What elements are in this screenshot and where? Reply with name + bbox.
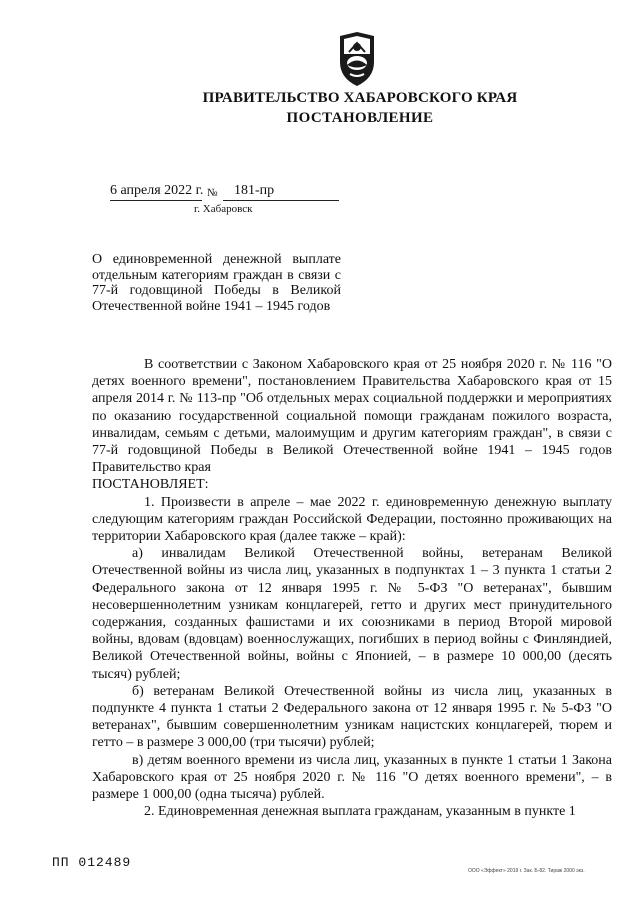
subparagraph-1b: б) ветеранам Великой Отечественной войны из числа лиц, указанных в подпункте 4 пункта 1 статьи 2 Федерального закона от 12 января 1995 г. № 5-ФЗ "О ветеранах", бывшим совершеннолетним узникам нацистских концлагерей, тюрем и гетто – в размере 3 000,00 (три тысячи) рублей; xyxy=(92,683,612,751)
coat-of-arms-icon xyxy=(334,30,380,88)
document-subject: О единовременной денежной выплате отдельным категориям граждан в связи с 77-й годовщиной Победы в Великой Отечественной войне 1941 – 1945 годов xyxy=(92,252,341,314)
paragraph-2: 2. Единовременная денежная выплата гражданам, указанным в пункте 1 xyxy=(144,804,576,820)
document-date: 6 апреля 2022 г. xyxy=(110,183,204,198)
subparagraph-1c: в) детям военного времени из числа лиц, указанных в пункте 1 статьи 1 Закона Хабаровского края от 25 ноября 2020 г. № 116 "О детях военного времени", – в размере 1 000,00 (одна тысяча) рублей. xyxy=(92,752,612,803)
date-underline xyxy=(110,200,202,201)
number-sign: № xyxy=(207,187,218,199)
document-type-title: ПОСТАНОВЛЕНИЕ xyxy=(286,110,434,126)
document-body xyxy=(92,356,612,820)
organization-title: ПРАВИТЕЛЬСТВО ХАБАРОВСКОГО КРАЯ xyxy=(202,90,518,106)
document-serial-code: ПП 012489 xyxy=(52,855,132,870)
decree-word: ПОСТАНОВЛЯЕТ: xyxy=(92,477,209,493)
document-number: 181-пр xyxy=(234,183,275,198)
printer-imprint: ООО «Эффект» 2019 г. Зак. Б-82. Тираж 2000 экз. xyxy=(468,868,585,874)
document-city: г. Хабаровск xyxy=(194,203,253,215)
subparagraph-1a: а) инвалидам Великой Отечественной войны, ветеранам Великой Отечественной войны из числа лиц, указанных в подпунктах 1 – 3 пункта 1 статьи 2 Федерального закона от 12 января 1995 г. № 5-ФЗ "О ветеранах", бывшим несовершеннолетним узникам концлагерей, гетто и других мест принудительного содержания, созданных фашистами и их союзниками в период Второй мировой войны, вдовам (вдовцам) военнослужащих, погибших в период войны с Финляндией, Великой Отечественной войны, войны с Японией, – в размере 10 000,00 (десять тысяч) рублей; xyxy=(92,546,612,682)
paragraph-1: 1. Произвести в апреле – мае 2022 г. единовременную денежную выплату следующим категориям граждан Российской Федерации, постоянно проживающих на территории Хабаровского края (далее также – край): xyxy=(92,494,612,545)
number-underline xyxy=(223,200,339,201)
document-date-number-line xyxy=(110,183,350,201)
preamble-paragraph: В соответствии с Законом Хабаровского края от 25 ноября 2020 г. № 116 "О детях военного времени", постановлением Правительства Хабаровского края от 15 апреля 2014 г. № 113-пр "Об отдельных мерах социальной поддержки и мероприятиях по оказанию государственной социальной помощи гражданам пожилого возраста, инвалидам, семьям с детьми, малоимущим и другим категориям граждан", в связи с 77-й годовщиной Победы в Великой Отечественной войне 1941 – 1945 годов Правительство края xyxy=(92,357,612,476)
